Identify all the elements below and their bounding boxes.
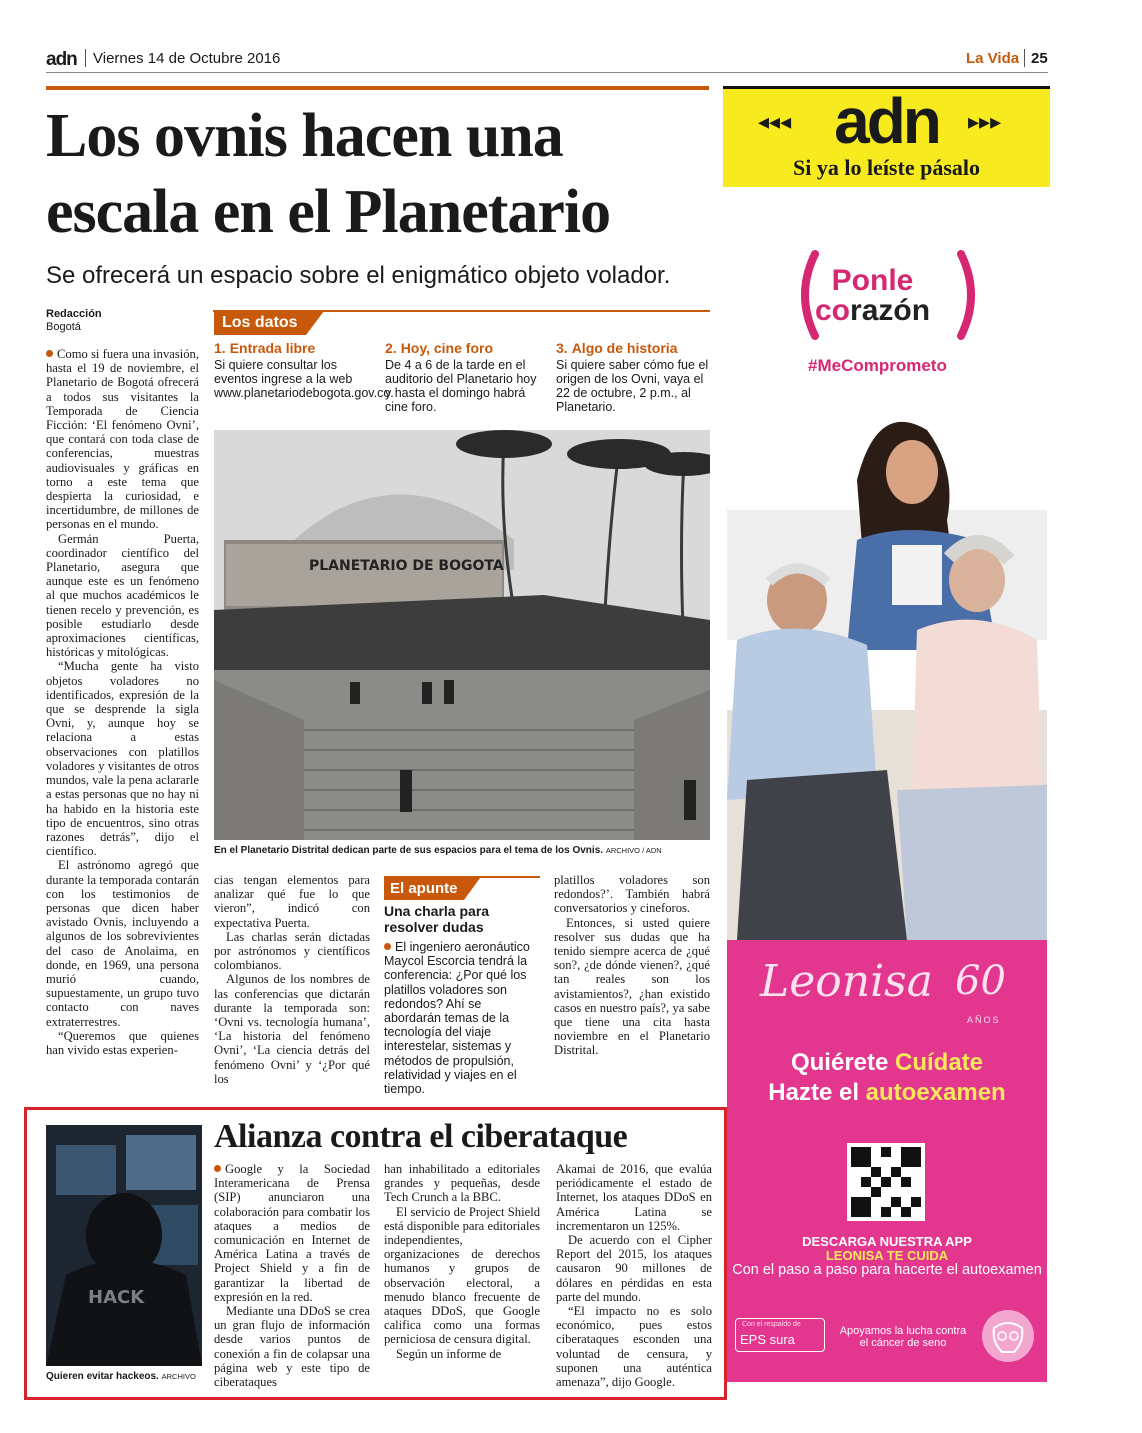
bullet-icon bbox=[46, 350, 53, 357]
cyber-credit: ARCHIVO bbox=[161, 1372, 196, 1381]
byline-city: Bogotá bbox=[46, 321, 81, 333]
dato-text: Si quiere consultar los eventos ingrese a la web www.planetariodebogota.gov.co. bbox=[214, 358, 394, 400]
dato-title: Algo de historia bbox=[571, 340, 678, 356]
dato-number: 3. bbox=[556, 340, 568, 356]
dato-title: Entrada libre bbox=[229, 340, 316, 356]
paragraph: Como si fuera una invasión, hasta el 19 de noviembre, el Planetario de Bogotá ofrecerá a todos sus visitantes la Temporada de Ciencia Ficción: ‘El fenómeno Ovni’, que contará con toda clase de conferencias, muestras audiovisuales y gráficas en torno a este tema que despierta la curiosidad, e incertidumbre, de millones de personas en el mundo. bbox=[46, 347, 199, 532]
paragraph: cias tengan elementos para analizar qué fue lo que vieron”, indicó con expectativa Puerta. bbox=[214, 873, 370, 930]
subheadline: Se ofrecerá un espacio sobre el enigmático objeto volador. bbox=[46, 262, 671, 289]
arrows-left-icon: ◂◂◂ bbox=[758, 110, 792, 135]
apoyamos-text: Apoyamos la lucha contra el cáncer de seno bbox=[839, 1325, 967, 1349]
hashtag: #MeComprometo bbox=[808, 356, 947, 375]
family-photo bbox=[727, 390, 1047, 940]
headline-rule bbox=[46, 86, 709, 90]
adn-ad-logo: adn bbox=[834, 85, 939, 157]
hacker-photo bbox=[46, 1125, 202, 1366]
dato-number: 1. bbox=[214, 340, 226, 356]
apunte-text: El ingeniero aeronáutico Maycol Escorcia tendrá la conferencia: ¿Por qué los platillos voladores son redondos? Ahí se abordarán temas de la tecnología del viaje interestelar, sistemas y métodos de propulsión, relatividad y viajes en el tiempo. bbox=[384, 940, 530, 1097]
dato-text: Si quiere saber cómo fue el origen de los Ovni, vaya el 22 de octubre, 2 p.m., al Planetario. bbox=[556, 358, 709, 414]
bullet-icon bbox=[384, 943, 391, 950]
ponle-corazon: Ponle corazón bbox=[815, 264, 931, 327]
paragraph: “Mucha gente ha visto objetos voladores no identificados, expresión de la que se desprende la sigla Ovni, y, aunque hoy se relaciona a estas observaciones con platillos voladores y visitantes de otros mundos, vale la pena aclararle a estas personas que no hay ni ha habido en la historia este tipo de encuentros, sino otras razones detrás”, dijo el científico. bbox=[46, 659, 199, 859]
hacker-image bbox=[46, 1125, 202, 1366]
planetarium-sign: PLANETARIO DE BOGOTA bbox=[309, 558, 504, 574]
qr-code[interactable] bbox=[847, 1143, 925, 1221]
family-image bbox=[727, 390, 1047, 940]
dato-number: 2. bbox=[385, 340, 397, 356]
paragraph: El astrónomo agregó que durante la temporada contarán con los testimonios de personas que dicen haber avistado Ovnis, incluyendo a algunos de los sobrevivientes del caso de Anolaima, en donde, en 1969, una persona murió cuando, supuestamente, un grupo tuvo contacto con naves extraterrestres. bbox=[46, 858, 199, 1029]
photo-credit: ARCHIVO / ADN bbox=[605, 846, 662, 855]
article-column-1 bbox=[46, 347, 199, 1057]
dato-text: De 4 a 6 de la tarde en el auditorio del Planetario hoy y hasta el domingo habrá cine foro. bbox=[385, 358, 537, 414]
app-description: Con el paso a paso para hacerte el autoexamen bbox=[732, 1262, 1042, 1278]
leonisa-logo: Leonisa bbox=[760, 956, 933, 1007]
cyber-column-2 bbox=[384, 1162, 540, 1361]
photo-caption: En el Planetario Distrital dedican parte de sus espacios para el tema de los Ovnis. ARCHIVO / ADN bbox=[214, 845, 662, 856]
dato-item bbox=[556, 340, 711, 414]
paragraph: El servicio de Project Shield está disponible para editoriales independientes, organizaciones de derechos humanos y grupos de observación electoral, a menudo blanco frecuente de ataques DDoS, que Google califica como una formas perniciosa de censura digital. bbox=[384, 1204, 540, 1347]
arrows-right-icon: ▸▸▸ bbox=[968, 110, 1002, 135]
hack-shirt-text: HACK bbox=[88, 1287, 145, 1308]
header-date: Viernes 14 de Octubre 2016 bbox=[93, 50, 281, 67]
planetarium-image bbox=[214, 430, 710, 840]
header-section: La Vida bbox=[966, 50, 1020, 67]
header-separator bbox=[85, 49, 86, 67]
leonisa-slogan: Quiérete Cuídate Hazte el autoexamen bbox=[768, 1049, 1006, 1106]
header-logo: adn bbox=[46, 49, 77, 70]
paragraph: Entonces, si usted quiere resolver sus dudas que ha tenido siempre acerca de ¿qué son?, ¿de dónde vienen?, ¿qué tan reales son los avistamientos?, ¿han existido casos en nuestro país?, ya sabe que tiene una cita hasta noviembre en el Planetario Distrital. bbox=[554, 915, 710, 1058]
paragraph: Mediante una DDoS se crea un gran flujo de información desde varios puntos de conexión a fin de colapsar una página web y este tipo de ciberataques bbox=[214, 1304, 370, 1390]
sura-respaldo: Con el respaldo de bbox=[742, 1321, 801, 1328]
header-rule bbox=[46, 72, 1048, 73]
paragraph: Las charlas serán dictadas por astrónomos y científicos colombianos. bbox=[214, 929, 370, 973]
paragraph: De acuerdo con el Cipher Report del 2015, los ataques causaron 90 millones de dólares en pérdidas en esta parte del mundo. bbox=[556, 1233, 712, 1304]
apunte-heading: Una charla para resolver dudas bbox=[384, 903, 490, 935]
planetarium-photo bbox=[214, 430, 710, 840]
breast-cancer-icon bbox=[980, 1308, 1036, 1364]
page-number: 25 bbox=[1031, 50, 1048, 67]
paragraph: “Queremos que quienes han vivido estas experien- bbox=[46, 1028, 199, 1057]
cyber-headline: Alianza contra el ciberataque bbox=[214, 1118, 628, 1155]
cyber-caption: Quieren evitar hackeos. ARCHIVO bbox=[46, 1371, 196, 1382]
dato-item bbox=[385, 340, 540, 414]
apunte-label: El apunte bbox=[384, 878, 464, 900]
paragraph: Según un informe de bbox=[396, 1346, 502, 1361]
paragraph: Google y la Sociedad Interamericana de Prensa (SIP) anunciaron una colaboración para combatir los ataques a medios de comunicación en Internet de América Latina a través de Project Shield y a fin de garantizar la libertad de expresión en la red. bbox=[214, 1162, 370, 1304]
page-title: Los ovnis hacen una escala en el Planetario bbox=[46, 102, 611, 246]
byline-author: Redacción bbox=[46, 308, 102, 320]
sura-logo: EPS sura bbox=[740, 1332, 795, 1347]
leonisa-anos: AÑOS bbox=[967, 1015, 1001, 1025]
cyber-column-3 bbox=[556, 1162, 712, 1389]
qr-code-icon bbox=[851, 1147, 921, 1217]
paragraph: platillos voladores son redondos?’. También habrá conversatorios y cineforos. bbox=[554, 873, 710, 916]
dato-title: Hoy, cine foro bbox=[400, 340, 493, 356]
paragraph: Germán Puerta, coordinador científico del Planetario, asegura que aunque este es un fenómeno al que muchos académicos le tienen recelo y prevención, es posible estudiarlo desde aproximaciones científicas, históricas y mitológicas. bbox=[46, 531, 199, 660]
paragraph: han inhabilitado a editoriales grandes y pequeñas, desde Tech Crunch a la BBC. bbox=[384, 1162, 540, 1205]
datos-label: Los datos bbox=[214, 311, 306, 335]
dato-item bbox=[214, 340, 394, 400]
article-column-4 bbox=[554, 873, 710, 1058]
paragraph: Akamai de 2016, que evalúa periódicamente el estado de Internet, los ataques DDoS en América Latina se incrementaron un 125%. bbox=[556, 1162, 712, 1233]
leonisa-60: 60 bbox=[955, 958, 1006, 1004]
header-separator-2 bbox=[1024, 49, 1025, 67]
bullet-icon bbox=[214, 1165, 221, 1172]
adn-ad-slogan: Si ya lo leíste pásalo bbox=[792, 155, 980, 180]
app-download: DESCARGA NUESTRA APP LEONISA TE CUIDA bbox=[802, 1234, 972, 1263]
article-column-2 bbox=[214, 873, 370, 1086]
paragraph: Algunos de los nombres de las conferencias que dictarán durante la temporada son: ‘Ovni vs. tecnología humana’, ‘La historia del fenómeno Ovni’, ‘La ciencia detrás del fenómeno Ovni’ y ‘¿Por qué los bbox=[214, 972, 370, 1086]
paragraph: “El impacto no es solo económico, pues estos ciberataques esconden una voluntad de censura, y suponen una auténtica amenaza”, dijo Google. bbox=[556, 1304, 712, 1390]
cyber-column-1 bbox=[214, 1162, 370, 1389]
